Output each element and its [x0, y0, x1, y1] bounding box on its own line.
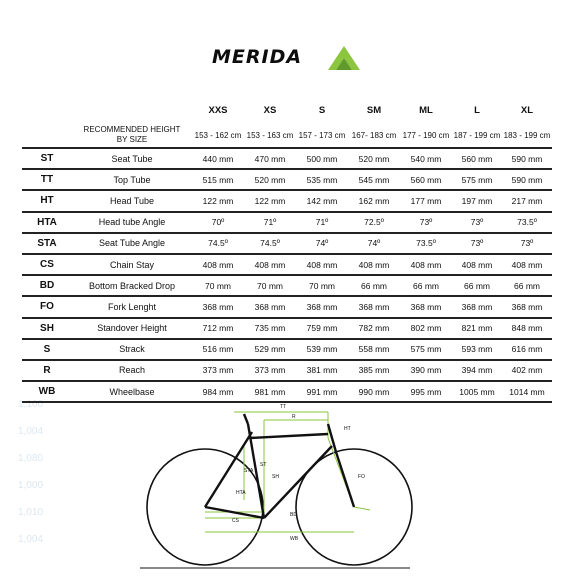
- row-value: 385 mm: [348, 360, 400, 381]
- row-value: 984 mm: [192, 381, 244, 402]
- row-value: 560 mm: [452, 148, 502, 169]
- row-value: 408 mm: [502, 254, 552, 275]
- row-code: HTA: [22, 212, 72, 233]
- recommended-label-line1: RECOMMENDED HEIGHT: [83, 125, 181, 134]
- row-value: 73º: [502, 233, 552, 254]
- geometry-row: [22, 296, 552, 317]
- geometry-row: [22, 254, 552, 275]
- row-value: 520 mm: [244, 169, 296, 190]
- row-name: Fork Lenght: [72, 296, 192, 317]
- row-code: STA: [22, 233, 72, 254]
- row-value: 990 mm: [348, 381, 400, 402]
- ghost-text-line: 1,100: [18, 399, 44, 410]
- size-header: L: [474, 104, 480, 116]
- brand-wordmark: MERIDA: [212, 46, 303, 68]
- row-value: 368 mm: [452, 296, 502, 317]
- row-value: 74º: [296, 233, 348, 254]
- row-value: 73º: [400, 212, 452, 233]
- row-value: 74.5º: [244, 233, 296, 254]
- row-value: 390 mm: [400, 360, 452, 381]
- row-value: 162 mm: [348, 190, 400, 211]
- row-value: 500 mm: [296, 148, 348, 169]
- geometry-row: [22, 190, 552, 211]
- row-value: 402 mm: [502, 360, 552, 381]
- row-value: 368 mm: [502, 296, 552, 317]
- row-value: 70º: [192, 212, 244, 233]
- row-value: 593 mm: [452, 339, 502, 360]
- row-name: Top Tube: [72, 169, 192, 190]
- row-value: 575 mm: [400, 339, 452, 360]
- row-value: 802 mm: [400, 318, 452, 339]
- row-value: 72.5º: [348, 212, 400, 233]
- row-value: 575 mm: [452, 169, 502, 190]
- row-value: 558 mm: [348, 339, 400, 360]
- recommended-value: 153 - 162 cm: [192, 123, 244, 148]
- label-bd: BD: [290, 512, 297, 518]
- row-value: 991 mm: [296, 381, 348, 402]
- row-value: 782 mm: [348, 318, 400, 339]
- recommended-label-line2: BY SIZE: [116, 135, 148, 144]
- row-name: Head Tube: [72, 190, 192, 211]
- row-code: TT: [22, 169, 72, 190]
- row-value: 520 mm: [348, 148, 400, 169]
- header-blank: [22, 97, 72, 123]
- row-value: 73.5º: [400, 233, 452, 254]
- row-value: 73º: [452, 233, 502, 254]
- row-value: 142 mm: [296, 190, 348, 211]
- geometry-row: [22, 360, 552, 381]
- row-code: SH: [22, 318, 72, 339]
- geometry-row: [22, 169, 552, 190]
- row-value: 373 mm: [244, 360, 296, 381]
- row-value: 70 mm: [296, 275, 348, 296]
- row-value: 1014 mm: [502, 381, 552, 402]
- geometry-row: [22, 339, 552, 360]
- bike-geometry-diagram: [140, 400, 420, 576]
- header-blank: [72, 97, 192, 123]
- row-value: 535 mm: [296, 169, 348, 190]
- geometry-row: [22, 318, 552, 339]
- merida-logo: [212, 44, 362, 74]
- row-name: Wheelbase: [72, 381, 192, 402]
- row-value: 122 mm: [192, 190, 244, 211]
- geometry-table: [22, 97, 552, 403]
- ghost-text-line: 1,004: [18, 426, 44, 437]
- recommended-value: 187 - 199 cm: [452, 123, 502, 148]
- row-name: Head tube Angle: [72, 212, 192, 233]
- row-value: 560 mm: [400, 169, 452, 190]
- row-value: 590 mm: [502, 148, 552, 169]
- row-value: 408 mm: [244, 254, 296, 275]
- row-code: HT: [22, 190, 72, 211]
- label-r: R: [292, 414, 296, 420]
- row-value: 66 mm: [400, 275, 452, 296]
- row-code: ST: [22, 148, 72, 169]
- row-code: FO: [22, 296, 72, 317]
- row-value: 408 mm: [192, 254, 244, 275]
- row-value: 73º: [452, 212, 502, 233]
- label-sh: SH: [272, 474, 279, 480]
- ghost-text-line: 1,004: [18, 534, 44, 545]
- row-value: 394 mm: [452, 360, 502, 381]
- mountain-logo-icon: [328, 44, 360, 70]
- size-header-row: [22, 97, 552, 123]
- row-value: 408 mm: [296, 254, 348, 275]
- label-sta: STA: [244, 468, 254, 474]
- label-fo: FO: [358, 474, 365, 480]
- row-name: Strack: [72, 339, 192, 360]
- row-value: 71º: [296, 212, 348, 233]
- row-value: 71º: [244, 212, 296, 233]
- row-code: CS: [22, 254, 72, 275]
- row-value: 735 mm: [244, 318, 296, 339]
- row-code: S: [22, 339, 72, 360]
- row-value: 368 mm: [244, 296, 296, 317]
- geometry-row: [22, 275, 552, 296]
- ghost-text-line: 1,080: [18, 453, 44, 464]
- row-value: 470 mm: [244, 148, 296, 169]
- size-header: S: [318, 104, 326, 116]
- size-header: XL: [520, 104, 534, 116]
- row-value: 368 mm: [348, 296, 400, 317]
- row-name: Reach: [72, 360, 192, 381]
- row-value: 545 mm: [348, 169, 400, 190]
- row-value: 848 mm: [502, 318, 552, 339]
- row-value: 515 mm: [192, 169, 244, 190]
- recommended-value: 157 - 173 cm: [296, 123, 348, 148]
- row-name: Seat Tube: [72, 148, 192, 169]
- row-name: Standover Height: [72, 318, 192, 339]
- geometry-row: [22, 212, 552, 233]
- size-header: ML: [419, 104, 433, 116]
- size-header: XS: [263, 104, 277, 116]
- label-wb: WB: [290, 536, 299, 542]
- row-value: 177 mm: [400, 190, 452, 211]
- row-value: 995 mm: [400, 381, 452, 402]
- row-value: 408 mm: [400, 254, 452, 275]
- row-value: 759 mm: [296, 318, 348, 339]
- row-value: 368 mm: [296, 296, 348, 317]
- row-value: 70 mm: [192, 275, 244, 296]
- row-value: 981 mm: [244, 381, 296, 402]
- row-value: 70 mm: [244, 275, 296, 296]
- recommended-value: 167- 183 cm: [348, 123, 400, 148]
- row-code: WB: [22, 381, 72, 402]
- bike-frame: [205, 414, 354, 518]
- row-value: 516 mm: [192, 339, 244, 360]
- row-value: 122 mm: [244, 190, 296, 211]
- row-value: 197 mm: [452, 190, 502, 211]
- ghost-text-line: 1,010: [18, 507, 44, 518]
- row-value: 408 mm: [452, 254, 502, 275]
- row-value: 66 mm: [502, 275, 552, 296]
- size-header: XXS: [208, 104, 228, 116]
- row-value: 540 mm: [400, 148, 452, 169]
- recommended-height-label: [72, 123, 192, 148]
- row-value: 440 mm: [192, 148, 244, 169]
- row-value: 712 mm: [192, 318, 244, 339]
- recommended-value: 177 - 190 cm: [400, 123, 452, 148]
- row-value: 821 mm: [452, 318, 502, 339]
- row-value: 616 mm: [502, 339, 552, 360]
- row-value: 66 mm: [348, 275, 400, 296]
- row-value: 381 mm: [296, 360, 348, 381]
- recommended-value: 153 - 163 cm: [244, 123, 296, 148]
- row-value: 373 mm: [192, 360, 244, 381]
- row-value: 368 mm: [400, 296, 452, 317]
- label-cs: CS: [232, 518, 239, 524]
- recommended-value: 183 - 199 cm: [502, 123, 552, 148]
- row-name: Chain Stay: [72, 254, 192, 275]
- row-value: 217 mm: [502, 190, 552, 211]
- row-value: 368 mm: [192, 296, 244, 317]
- size-header: SM: [366, 104, 382, 116]
- geometry-row: [22, 148, 552, 169]
- recommended-height-row: [22, 123, 552, 148]
- row-value: 74º: [348, 233, 400, 254]
- row-code: BD: [22, 275, 72, 296]
- label-hta: HTA: [236, 490, 246, 496]
- row-value: 73.5º: [502, 212, 552, 233]
- row-value: 529 mm: [244, 339, 296, 360]
- row-value: 1005 mm: [452, 381, 502, 402]
- row-value: 74.5º: [192, 233, 244, 254]
- row-value: 590 mm: [502, 169, 552, 190]
- row-value: 408 mm: [348, 254, 400, 275]
- label-tt: TT: [280, 404, 287, 410]
- row-value: 539 mm: [296, 339, 348, 360]
- label-st: ST: [260, 462, 267, 468]
- ghost-text-line: 1,000: [18, 480, 44, 491]
- row-name: Bottom Bracked Drop: [72, 275, 192, 296]
- row-code: R: [22, 360, 72, 381]
- row-value: 66 mm: [452, 275, 502, 296]
- row-name: Seat Tube Angle: [72, 233, 192, 254]
- label-ht: HT: [344, 426, 351, 432]
- row-code: [22, 123, 72, 148]
- geometry-row: [22, 233, 552, 254]
